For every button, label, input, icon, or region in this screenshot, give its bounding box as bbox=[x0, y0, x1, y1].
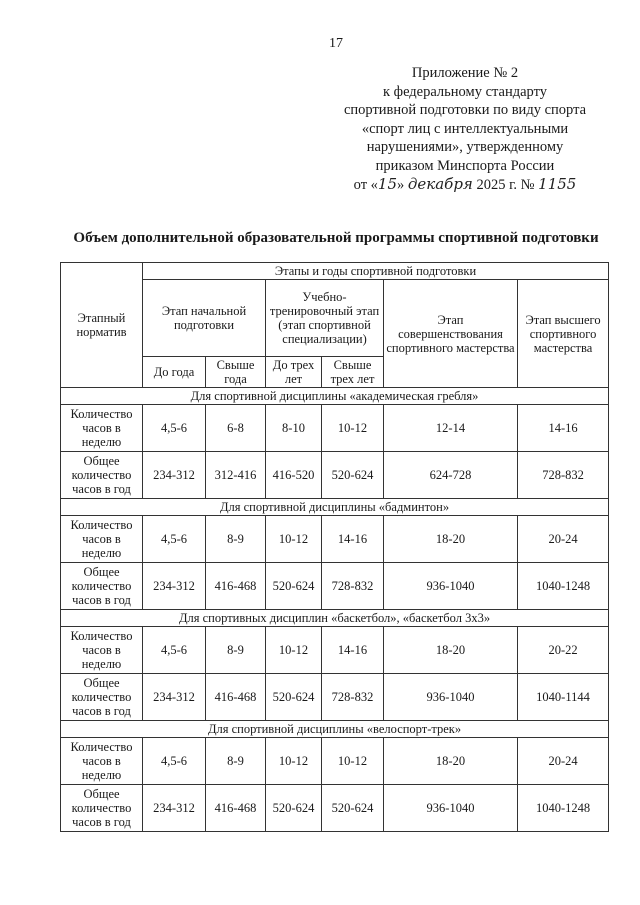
table-cell: 416-468 bbox=[206, 785, 266, 832]
subheader-over-three-years: Свыше трех лет bbox=[322, 357, 384, 388]
table-cell: 936-1040 bbox=[384, 563, 518, 610]
table-cell: 8-9 bbox=[206, 738, 266, 785]
table-cell: 312-416 bbox=[206, 452, 266, 499]
table-cell: 18-20 bbox=[384, 627, 518, 674]
row-label: Общее количество часов в год bbox=[61, 452, 143, 499]
table-cell: 14-16 bbox=[322, 516, 384, 563]
table-cell: 8-10 bbox=[266, 405, 322, 452]
table-cell: 234-312 bbox=[143, 563, 206, 610]
table-cell: 416-468 bbox=[206, 674, 266, 721]
table-cell: 18-20 bbox=[384, 738, 518, 785]
row-label: Общее количество часов в год bbox=[61, 563, 143, 610]
header-stage-highest: Этап высшего спортивного мастерства bbox=[518, 280, 609, 388]
order-date-line bbox=[340, 175, 590, 195]
table-cell: 234-312 bbox=[143, 452, 206, 499]
table-cell: 10-12 bbox=[266, 738, 322, 785]
appendix-line: Приложение № 2 bbox=[411, 65, 519, 81]
table-cell: 12-14 bbox=[384, 405, 518, 452]
table-cell: 10-12 bbox=[266, 516, 322, 563]
table-cell: 728-832 bbox=[518, 452, 609, 499]
table-cell: 1040-1144 bbox=[518, 674, 609, 721]
appendix-block bbox=[340, 64, 590, 195]
section-label: Для спортивной дисциплины «академическая гребля» bbox=[61, 388, 609, 405]
subheader-over-year: Свыше года bbox=[206, 357, 266, 388]
appendix-line: «спорт лиц с интеллектуальными bbox=[361, 120, 569, 137]
table-cell: 520-624 bbox=[266, 563, 322, 610]
appendix-line: приказом Минспорта России bbox=[375, 157, 555, 174]
table-cell: 4,5-6 bbox=[143, 627, 206, 674]
appendix-line: к федеральному стандарту bbox=[383, 83, 547, 100]
table-cell: 728-832 bbox=[322, 674, 384, 721]
table-cell: 4,5-6 bbox=[143, 516, 206, 563]
table-cell: 14-16 bbox=[322, 627, 384, 674]
table-cell: 234-312 bbox=[143, 785, 206, 832]
subheader-up-to-three-years: До трех лет bbox=[266, 357, 322, 388]
table-row bbox=[61, 674, 609, 721]
date-mid: » bbox=[397, 177, 405, 193]
row-label: Количество часов в неделю bbox=[61, 405, 143, 452]
handwritten-month: декабря bbox=[407, 175, 473, 193]
table-cell: 520-624 bbox=[266, 785, 322, 832]
subheader-up-to-year: До года bbox=[143, 357, 206, 388]
table-cell: 416-468 bbox=[206, 563, 266, 610]
table-cell: 624-728 bbox=[384, 452, 518, 499]
table-cell: 520-624 bbox=[266, 674, 322, 721]
table-cell: 1040-1248 bbox=[518, 563, 609, 610]
table-row bbox=[61, 785, 609, 832]
table-row bbox=[61, 405, 609, 452]
handwritten-day: 15 bbox=[377, 175, 398, 193]
table-cell: 10-12 bbox=[322, 738, 384, 785]
table-cell: 20-24 bbox=[518, 738, 609, 785]
table-row bbox=[61, 563, 609, 610]
table-row bbox=[61, 738, 609, 785]
table-cell: 8-9 bbox=[206, 627, 266, 674]
table-cell: 10-12 bbox=[322, 405, 384, 452]
table-cell: 8-9 bbox=[206, 516, 266, 563]
row-label: Общее количество часов в год bbox=[61, 674, 143, 721]
header-stage-improvement: Этап совершенствования спортивного мастерства bbox=[384, 280, 518, 388]
table-row bbox=[61, 452, 609, 499]
row-label: Количество часов в неделю bbox=[61, 516, 143, 563]
header-norm: Этапный норматив bbox=[61, 263, 143, 388]
table-cell: 234-312 bbox=[143, 674, 206, 721]
table-cell: 4,5-6 bbox=[143, 405, 206, 452]
appendix-line: спортивной подготовки по виду спорта bbox=[343, 102, 587, 118]
table-cell: 936-1040 bbox=[384, 785, 518, 832]
table-cell: 936-1040 bbox=[384, 674, 518, 721]
header-stage-initial: Этап начальной подготовки bbox=[143, 280, 266, 357]
table-cell: 20-22 bbox=[518, 627, 609, 674]
handwritten-order-number: 1155 bbox=[538, 175, 577, 193]
appendix-line: нарушениями», утвержденному bbox=[366, 139, 564, 155]
table-cell: 1040-1248 bbox=[518, 785, 609, 832]
row-label: Общее количество часов в год bbox=[61, 785, 143, 832]
table-cell: 10-12 bbox=[266, 627, 322, 674]
table-row bbox=[61, 516, 609, 563]
section-label: Для спортивных дисциплин «баскетбол», «баскетбол 3х3» bbox=[61, 610, 609, 627]
document-title: Объем дополнительной образовательной программы спортивной подготовки bbox=[73, 230, 599, 246]
table-row bbox=[61, 627, 609, 674]
header-stage-training: Учебно-тренировочный этап (этап спортивной специализации) bbox=[266, 280, 384, 357]
table-cell: 18-20 bbox=[384, 516, 518, 563]
row-label: Количество часов в неделю bbox=[61, 627, 143, 674]
table-cell: 20-24 bbox=[518, 516, 609, 563]
table-cell: 4,5-6 bbox=[143, 738, 206, 785]
table-cell: 520-624 bbox=[322, 452, 384, 499]
table-cell: 520-624 bbox=[322, 785, 384, 832]
date-year: 2025 г. № bbox=[476, 177, 535, 193]
section-label: Для спортивной дисциплины «бадминтон» bbox=[61, 499, 609, 516]
page-number: 17 bbox=[329, 36, 343, 51]
program-volume-table bbox=[60, 262, 609, 832]
date-prefix: от « bbox=[353, 177, 378, 193]
section-label: Для спортивной дисциплины «велоспорт-трек» bbox=[61, 721, 609, 738]
table-cell: 6-8 bbox=[206, 405, 266, 452]
row-label: Количество часов в неделю bbox=[61, 738, 143, 785]
table-cell: 728-832 bbox=[322, 563, 384, 610]
table-cell: 416-520 bbox=[266, 452, 322, 499]
header-stages-years: Этапы и годы спортивной подготовки bbox=[143, 263, 609, 280]
table-cell: 14-16 bbox=[518, 405, 609, 452]
